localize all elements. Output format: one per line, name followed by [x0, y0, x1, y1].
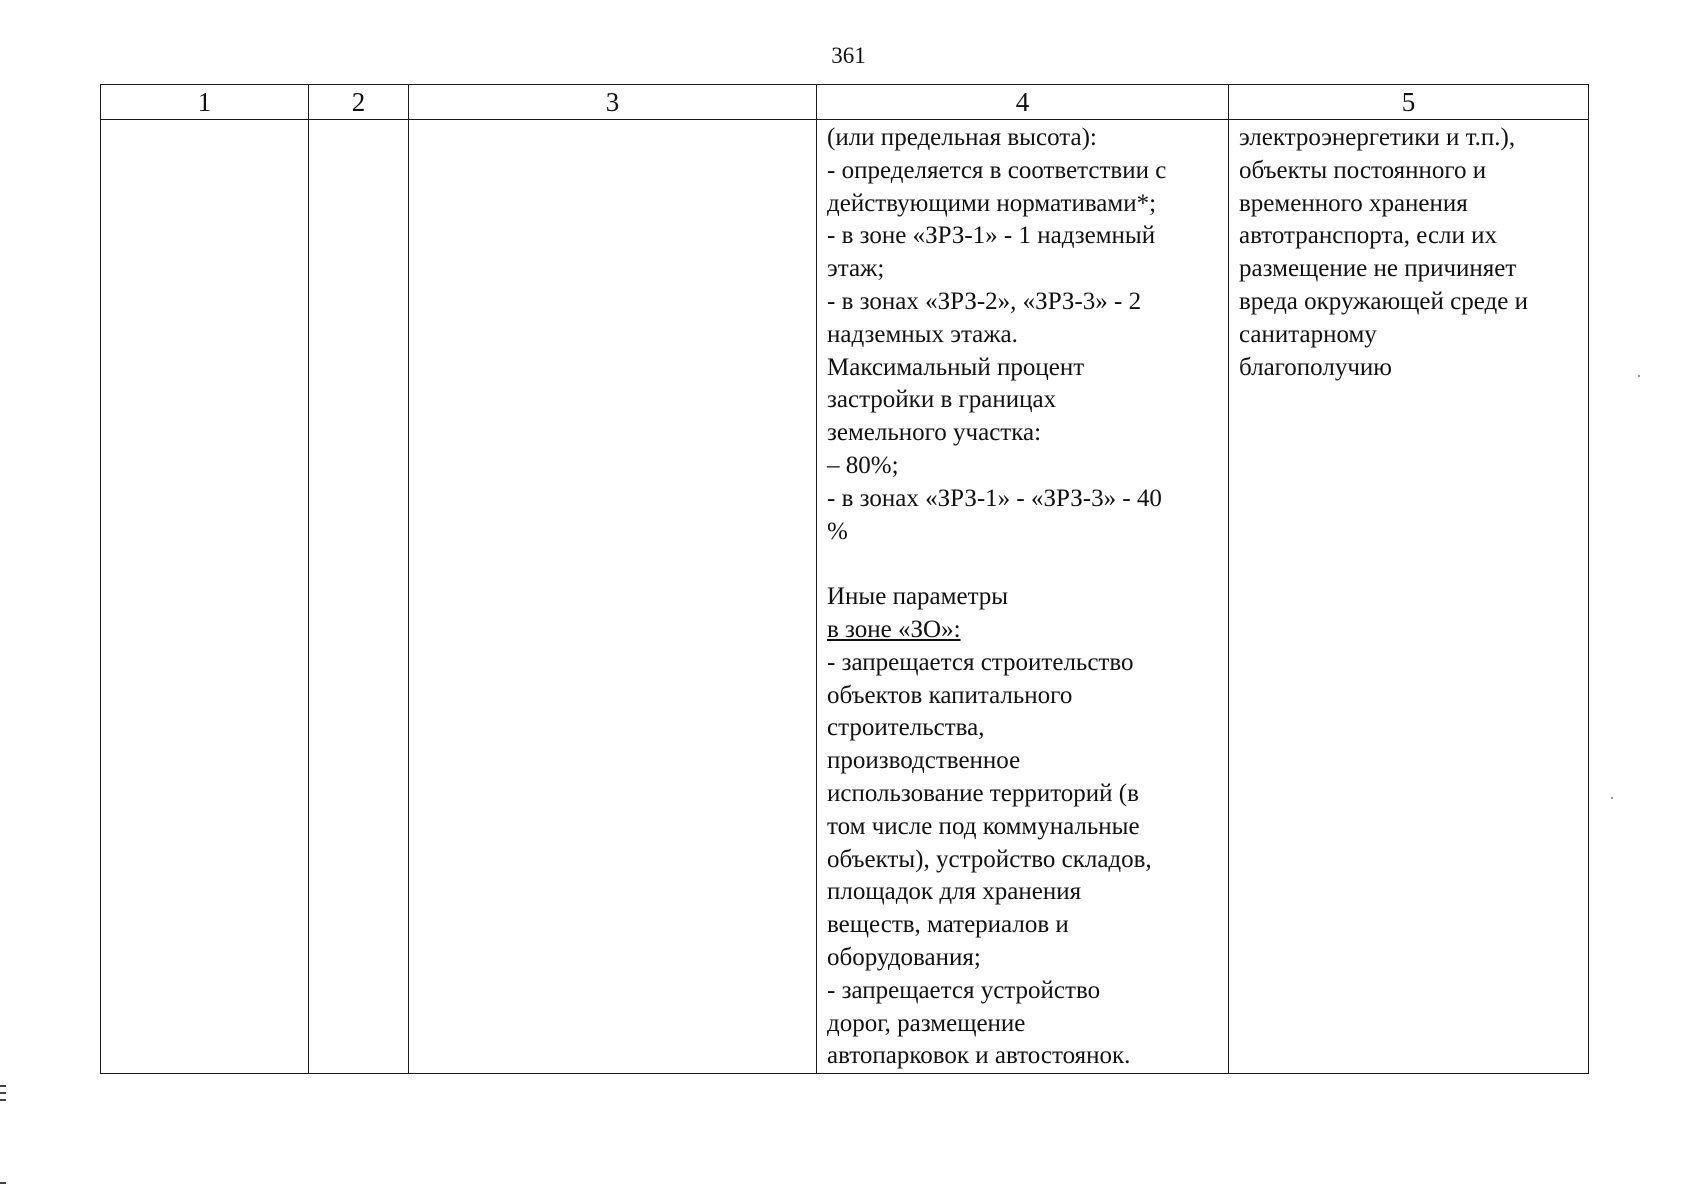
cell-col-1: [101, 120, 309, 1074]
table-row: [101, 120, 1589, 1074]
text-line: действующими нормативами*;: [827, 189, 1157, 217]
text-line: Максимальный процент: [827, 353, 1085, 381]
text-line: надземных этажа.: [827, 320, 1018, 348]
scan-mark: [0, 1099, 6, 1101]
header-col-5: 5: [1229, 85, 1589, 120]
text-line: вреда окружающей среде и: [1239, 287, 1528, 315]
other-params-heading: Иные параметры: [827, 583, 1009, 611]
text-line: временного хранения: [1239, 189, 1468, 217]
text-line: использование территорий (в: [827, 779, 1139, 807]
text-line: - в зонах «ЗРЗ-2», «ЗРЗ-3» - 2: [827, 287, 1142, 315]
text-line: оборудования;: [827, 943, 981, 971]
scan-dot: [1638, 375, 1640, 377]
cell-col-5: [1229, 120, 1589, 1074]
scan-mark: [0, 1085, 6, 1087]
text-line: - запрещается устройство: [827, 976, 1101, 1004]
scan-mark: [0, 1182, 6, 1184]
text-line: – 80%;: [827, 451, 899, 479]
text-line: дорог, размещение: [827, 1009, 1026, 1037]
text-line: - определяется в соответствии с: [827, 156, 1167, 184]
text-line: размещение не причиняет: [1239, 255, 1517, 283]
page-number: 361: [831, 43, 866, 68]
text-line: автотранспорта, если их: [1239, 222, 1498, 250]
text-line: объекты), устройство складов,: [827, 845, 1152, 873]
blank-line: [827, 548, 1220, 581]
header-col-2: 2: [309, 85, 409, 120]
text-line: благополучию: [1239, 353, 1392, 381]
text-line: электроэнергетики и т.п.),: [1239, 124, 1516, 151]
text-line: (или предельная высота):: [827, 124, 1097, 151]
text-line: санитарному: [1239, 320, 1377, 348]
text-line: строительства,: [827, 714, 985, 742]
text-line: - в зонах «ЗРЗ-1» - «ЗРЗ-3» - 40: [827, 484, 1162, 512]
regulations-table: [100, 84, 1589, 1074]
text-line: %: [827, 517, 848, 545]
text-line: этаж;: [827, 255, 885, 283]
zone-heading: в зоне «ЗО»:: [827, 615, 961, 643]
scan-mark: [0, 1092, 6, 1094]
cell-col-2: [309, 120, 409, 1074]
text-line: автопарковок и автостоянок.: [827, 1042, 1131, 1070]
cell-col-4: [817, 120, 1229, 1074]
text-line: производственное: [827, 747, 1021, 775]
scan-dot: [1611, 797, 1613, 799]
cell-col-3: [409, 120, 817, 1074]
text-line: - в зоне «ЗРЗ-1» - 1 надземный: [827, 222, 1156, 250]
col-4-text: [817, 120, 1228, 1073]
col-5-text: [1229, 120, 1588, 384]
header-col-4: 4: [817, 85, 1229, 120]
text-line: объектов капитального: [827, 681, 1073, 709]
text-line: земельного участка:: [827, 419, 1042, 447]
header-col-1: 1: [101, 85, 309, 120]
text-line: площадок для хранения: [827, 878, 1082, 906]
text-line: веществ, материалов и: [827, 911, 1069, 939]
text-line: застройки в границах: [827, 386, 1057, 414]
text-line: том числе под коммунальные: [827, 812, 1140, 840]
text-line: - запрещается строительство: [827, 648, 1134, 676]
text-line: объекты постоянного и: [1239, 156, 1487, 184]
header-row: [101, 85, 1589, 120]
header-col-3: 3: [409, 85, 817, 120]
zone-heading-line: [827, 614, 1220, 647]
